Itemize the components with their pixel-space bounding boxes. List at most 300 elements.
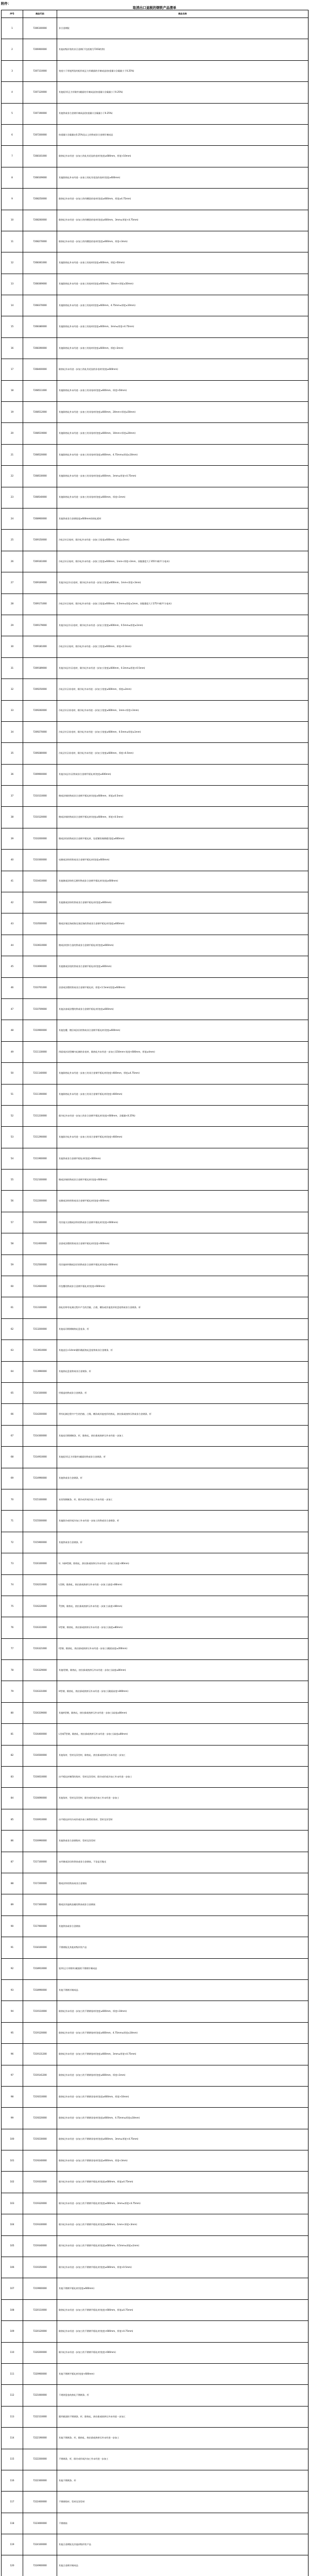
row-seq: 36: [2, 764, 23, 785]
row-code: 7219120000: [23, 2022, 57, 2043]
table-row: [2, 764, 308, 785]
table-row: [2, 1702, 308, 1723]
table-row: [2, 1020, 308, 1041]
row-name: 其他不锈钢平板轧材(宽度<600mm): [57, 2363, 308, 2384]
row-name: 其他铁或非合金钢平板轧材(宽度<600mm): [57, 1148, 308, 1169]
table-row: [2, 60, 308, 81]
table-row: [2, 1916, 308, 1937]
table-row: [2, 1212, 308, 1233]
row-seq: 49: [2, 1041, 23, 1062]
row-name: 不锈钢角材、型材及异型材: [57, 2492, 308, 2513]
row-seq: 23: [2, 487, 23, 508]
row-seq: 29: [2, 615, 23, 636]
row-seq: 42: [2, 892, 23, 913]
row-code: 7222110000: [23, 2406, 57, 2427]
row-name: 其他除热轧外未经进一步加工的卷材(宽度≥600mm，4.75mm≤厚度≤10mm): [57, 295, 308, 316]
row-code: 7217200000: [23, 1873, 57, 1894]
row-seq: 15: [2, 316, 23, 337]
row-seq: 66: [2, 1404, 23, 1425]
table-row: [2, 871, 308, 892]
row-seq: 70: [2, 1489, 23, 1510]
table-row: [2, 1937, 308, 1958]
row-seq: 28: [2, 594, 23, 615]
row-seq: 13: [2, 274, 23, 295]
table-row: [2, 572, 308, 594]
table-row: [2, 1361, 308, 1382]
row-name: 除热轧外未经进一步加工的经酸洗的卷材(宽度≥600mm，厚度≥4.75mm): [57, 189, 308, 210]
table-row: [2, 380, 308, 401]
row-name: 镀或涂铝锌合金的铁或非合金钢平板轧材(宽度≥600mm): [57, 935, 308, 956]
row-code: 7210900000: [23, 1020, 57, 1041]
table-row: [2, 998, 308, 1020]
row-seq: 53: [2, 1127, 23, 1148]
row-name: 其他合金钢半制成品: [57, 2555, 308, 2576]
table-row: [2, 1852, 308, 1873]
row-name: 其他易切削钢制热轧盘卷条、杆: [57, 1318, 308, 1340]
header-code: 商品代码: [23, 10, 57, 18]
row-code: 7208370000: [23, 295, 57, 316]
attachment-label: 附件：: [1, 2, 11, 6]
table-row: [2, 1660, 308, 1681]
table-row: [2, 18, 308, 39]
row-seq: 71: [2, 1511, 23, 1532]
row-code: 7217100000: [23, 1852, 57, 1873]
row-seq: 98: [2, 2086, 23, 2107]
row-name: 冷轧(冷压)非卷材，除冷轧外未经进一步加工(宽度≥600mm，厚度≥3mm): [57, 679, 308, 700]
row-code: 7215900000: [23, 1532, 57, 1553]
row-seq: 17: [2, 359, 23, 380]
row-code: 7222400000: [23, 2492, 57, 2513]
table-row: [2, 1425, 308, 1446]
row-seq: 7: [2, 146, 23, 167]
table-row: [2, 2278, 308, 2299]
row-code: 7209171000: [23, 594, 57, 615]
header-seq: 序号: [2, 10, 23, 18]
row-code: 7210110000: [23, 786, 57, 807]
row-code: 7213990000: [23, 1361, 57, 1382]
table-row: [2, 146, 308, 167]
row-name: 其他除冷成形或冷加工外未经进一步加工的铁或非合金钢条、杆: [57, 1511, 308, 1532]
row-code: 7211290000: [23, 1127, 57, 1148]
row-code: 7219320000: [23, 2193, 57, 2214]
row-name: 其他I型钢，除热轧、热拉拔或热挤压外未经进一步加工(高度≥80mm): [57, 1660, 308, 1681]
row-seq: 116: [2, 2470, 23, 2491]
table-row: [2, 913, 308, 935]
row-name: 冷轧(冷压)卷材，除冷轧外未经进一步加工(宽度≥600mm，厚度<0.3mm): [57, 636, 308, 657]
row-seq: 5: [2, 103, 23, 124]
row-name: 由平板轧材经冷成形或冷加工制得的角材、型材及异型材: [57, 1809, 308, 1830]
row-seq: 45: [2, 956, 23, 977]
row-seq: 81: [2, 1724, 23, 1745]
row-seq: 33: [2, 700, 23, 721]
row-seq: 104: [2, 2214, 23, 2235]
row-code: 7219141200: [23, 2065, 57, 2086]
table-row: [2, 1767, 308, 1788]
row-seq: 75: [2, 1596, 23, 1617]
table-row: [2, 828, 308, 849]
row-seq: 21: [2, 444, 23, 465]
row-seq: 46: [2, 977, 23, 998]
row-name: 不规则盘卷的热轧不锈钢条、杆: [57, 2385, 308, 2406]
table-row: [2, 508, 308, 529]
row-seq: 74: [2, 1574, 23, 1596]
row-name: 除热轧外未经进一步加工的不锈钢卷材(宽度≥600mm，厚度>10mm): [57, 2001, 308, 2022]
row-seq: 67: [2, 1425, 23, 1446]
table-row: [2, 2428, 308, 2449]
row-code: 7221000000: [23, 2385, 57, 2406]
row-name: 除冷轧外未经进一步加工的不锈钢平板轧材(宽度≥600mm，3mm≤厚度<4.75mm): [57, 2193, 308, 2214]
row-name: 其他矩形(正方形除外)截面的铁或非合金钢条、杆: [57, 1447, 308, 1468]
table-row: [2, 2342, 308, 2363]
row-code: 7208511000: [23, 380, 57, 401]
table-row: [2, 551, 308, 572]
row-code: 7216321000: [23, 1638, 57, 1659]
row-code: 7213200000: [23, 1318, 57, 1340]
table-row: [2, 231, 308, 252]
row-seq: 35: [2, 743, 23, 764]
row-name: 其他除热轧外未经进一步加工的轧有花纹的卷材(宽度≥600mm): [57, 167, 308, 188]
row-name: 镀或涂锡的铁或非合金钢平板轧材(宽度<600mm): [57, 1170, 308, 1191]
row-code: 7208519000: [23, 423, 57, 444]
row-seq: 110: [2, 2342, 23, 2363]
row-code: 7208530000: [23, 466, 57, 487]
row-name: 其他除热轧外未经进一步加工的非卷材(宽度≥600mm，20mm<厚度≤50mm): [57, 402, 308, 423]
row-name: 用其他材料镀或涂层的铁或非合金钢平板轧材(宽度<600mm): [57, 1255, 308, 1276]
table-row: [2, 466, 308, 487]
row-code: 7214200000: [23, 1404, 57, 1425]
table-row: [2, 274, 308, 295]
table-row: [2, 2492, 308, 2513]
row-code: 7207190000: [23, 103, 57, 124]
row-code: 7207120000: [23, 82, 57, 103]
row-seq: 92: [2, 1958, 23, 1979]
table-row: [2, 316, 308, 337]
row-seq: 27: [2, 572, 23, 594]
row-name: 其他角材、型材及异型材，除热轧、热拉拔或热挤压外未经进一步加工: [57, 1745, 308, 1766]
table-row: [2, 210, 308, 231]
row-name: 其他铁或非合金钢条、杆: [57, 1468, 308, 1489]
row-code: 7208260000: [23, 210, 57, 231]
table-row: [2, 1574, 308, 1596]
row-name: U、I或H型钢，除热轧、热拉拔或热挤压外未经进一步加工(高度<80mm): [57, 1553, 308, 1574]
row-code: 7206100000: [23, 18, 57, 39]
row-code: 7212500000: [23, 1255, 57, 1276]
row-name: 冷轧(冷压)卷材，除冷轧外未经进一步加工(宽度≥600mm，0.5mm≤厚度≤1mm，屈服强度大于275牛顿/平方毫米): [57, 594, 308, 615]
row-code: 7209181000: [23, 636, 57, 657]
table-row: [2, 1489, 308, 1510]
table-row: [2, 1724, 308, 1745]
row-seq: 20: [2, 423, 23, 444]
row-name: U型钢，除热轧、热拉拔或热挤压外未经进一步加工(高度≥80mm): [57, 1617, 308, 1638]
row-seq: 37: [2, 786, 23, 807]
row-code: 7208250000: [23, 189, 57, 210]
row-code: 7208900000: [23, 508, 57, 529]
row-name: 除热轧外未经进一步加工的不锈钢卷材(宽度≥600mm，厚度<3mm): [57, 2065, 308, 2086]
row-name: 其他除热轧外未经进一步加工的非合金钢平板轧材(宽度<600mm): [57, 1084, 308, 1105]
row-name: 其他包覆、镀层或涂层的铁或非合金钢平板轧材(宽度≥600mm): [57, 1020, 308, 1041]
row-code: 7206900000: [23, 39, 57, 60]
row-name: 按重量计含碳量在0.25%及以上的铁或非合金钢半制成品: [57, 124, 308, 145]
table-row: [2, 1979, 308, 2001]
row-seq: 76: [2, 1617, 23, 1638]
row-code: 7218100000: [23, 1937, 57, 1958]
row-name: 除热轧外未经进一步加工的经酸洗的卷材(宽度≥600mm，厚度<3mm): [57, 231, 308, 252]
row-seq: 58: [2, 1233, 23, 1255]
table-row: [2, 743, 308, 764]
table-row: [2, 530, 308, 551]
row-name: 其他除热轧外未经进一步加工的非卷材(宽度≥600mm，厚度>50mm): [57, 380, 308, 401]
row-seq: 12: [2, 252, 23, 274]
table-row: [2, 1340, 308, 1361]
row-name: 除冷轧外未经进一步加工的不锈钢平板轧材(宽度≥600mm，1mm<厚度<3mm): [57, 2214, 308, 2235]
row-seq: 41: [2, 871, 23, 892]
row-code: 7209270000: [23, 721, 57, 742]
row-name: 其他铁或非合金钢半制成品(按重量计含碳量小于0.25%): [57, 103, 308, 124]
row-name: 其他除热轧外未经进一步加工的非卷材(宽度≥600mm，10mm<厚度≤20mm): [57, 423, 308, 444]
row-seq: 105: [2, 2235, 23, 2257]
table-row: [2, 487, 308, 508]
row-seq: 117: [2, 2492, 23, 2513]
row-code: 7209260000: [23, 700, 57, 721]
row-name: 其他冷轧(冷压)卷材，除冷轧外未经进一步加工(宽度≥600mm，1mm<厚度<3mm): [57, 572, 308, 594]
row-name: 镀或涂铅的铁或非合金钢平板轧材，包括镀铅锡钢板(宽度≥600mm): [57, 828, 308, 849]
row-code: 7211140000: [23, 1063, 57, 1084]
row-code: 7209161000: [23, 551, 57, 572]
table-row: [2, 2555, 308, 2576]
row-name: 除热轧外未经进一步加工的不锈钢非卷材(宽度≥600mm，4.75mm≤厚度≤10mm): [57, 2108, 308, 2129]
table-row: [2, 1255, 308, 1276]
row-code: 7219230000: [23, 2129, 57, 2150]
row-name: 其他易切削钢制条、杆，除热轧、热拉拔或热挤压外未经进一步加工: [57, 1425, 308, 1446]
row-code: 7217900000: [23, 1916, 57, 1937]
row-seq: 34: [2, 721, 23, 742]
row-seq: 84: [2, 1788, 23, 1809]
row-name: 除热轧外未经进一步加工的轧有花纹的非卷材(宽度≥600mm): [57, 359, 308, 380]
table-row: [2, 359, 308, 380]
row-code: 7212100000: [23, 1170, 57, 1191]
row-code: 7209900000: [23, 764, 57, 785]
row-seq: 80: [2, 1702, 23, 1723]
row-seq: 10: [2, 210, 23, 231]
table-row: [2, 295, 308, 316]
row-code: 7208361000: [23, 252, 57, 274]
row-name: 其他镀或涂铝的铁或非合金钢平板轧材(宽度≥600mm): [57, 956, 308, 977]
row-seq: 96: [2, 2044, 23, 2065]
row-name: 镀或涂锡的铁或非合金钢平板轧材(宽度≥600mm，厚度≥0.5mm): [57, 786, 308, 807]
row-code: 7210490000: [23, 892, 57, 913]
row-name: 其他除热轧外未经进一步加工的非合金钢平板轧材(宽度<600mm，厚度≥4.75mm): [57, 1063, 308, 1084]
row-code: 7216690000: [23, 1788, 57, 1809]
row-code: 7216100000: [23, 1553, 57, 1574]
row-code: 7216400000: [23, 1724, 57, 1745]
row-code: 7209280000: [23, 743, 57, 764]
page-title: 取消出口退税的钢铁产品清单: [132, 6, 177, 10]
row-name: 其他镀或涂锌的铁或非合金钢平板轧材(宽度≥600mm): [57, 892, 308, 913]
row-seq: 32: [2, 679, 23, 700]
table-row: [2, 2406, 308, 2427]
row-seq: 103: [2, 2193, 23, 2214]
row-seq: 6: [2, 124, 23, 145]
row-seq: 2: [2, 39, 23, 60]
row-name: 其他铁丝或非合金钢丝: [57, 1916, 308, 1937]
table-header-row: [2, 10, 308, 18]
row-code: 7208540000: [23, 487, 57, 508]
row-seq: 43: [2, 913, 23, 935]
table-row: [2, 1105, 308, 1126]
row-code: 7212400000: [23, 1233, 57, 1255]
row-name: 其他除热轧外未经进一步加工的卷材(宽度≥600mm，厚度>50mm): [57, 252, 308, 274]
row-name: 其他不锈钢条、杆: [57, 2470, 308, 2491]
row-name: 圆形截面的不锈钢条、杆，除热轧、热拉拔或热挤压外未经进一步加工: [57, 2406, 308, 2427]
row-name: 宽度小于厚度两倍的矩形或正方形截面的半制成品(按重量计含碳量小于0.25%): [57, 60, 308, 81]
row-code: 7208520000: [23, 444, 57, 465]
row-seq: 59: [2, 1255, 23, 1276]
table-row: [2, 2214, 308, 2235]
row-seq: 55: [2, 1170, 23, 1191]
row-name: 除热轧外未经进一步加工的不锈钢非卷材(宽度≥600mm，3mm≤厚度<4.75mm): [57, 2129, 308, 2150]
row-seq: 91: [2, 1937, 23, 1958]
row-code: 7216331000: [23, 1681, 57, 1702]
row-seq: 11: [2, 231, 23, 252]
row-seq: 40: [2, 850, 23, 871]
row-code: 7213910000: [23, 1340, 57, 1361]
row-code: 7214990000: [23, 1468, 57, 1489]
table-row: [2, 2022, 308, 2043]
row-code: 7208270000: [23, 231, 57, 252]
table-row: [2, 2193, 308, 2214]
table-row: [2, 1596, 308, 1617]
table-row: [2, 2129, 308, 2150]
row-seq: 19: [2, 402, 23, 423]
row-code: 7219220000: [23, 2108, 57, 2129]
row-seq: 22: [2, 466, 23, 487]
table-row: [2, 1553, 308, 1574]
row-seq: 52: [2, 1105, 23, 1126]
row-code: 7218910000: [23, 1958, 57, 1979]
row-code: 7211230000: [23, 1105, 57, 1126]
row-name: 其他初级形状的非合金钢(不包括税号7203的铁): [57, 39, 308, 60]
row-code: 7216329000: [23, 1660, 57, 1681]
row-code: 7211900000: [23, 1148, 57, 1169]
row-name: 除冷轧外未经进一步加工的不锈钢平板轧材(宽度<600mm): [57, 2342, 308, 2363]
row-code: 7210300000: [23, 850, 57, 871]
table-row: [2, 2150, 308, 2172]
row-name: 未经镀或涂层的铁丝或非合金钢丝，不论是否抛光: [57, 1852, 308, 1873]
table-row: [2, 2385, 308, 2406]
table-row: [2, 1127, 308, 1148]
table-row: [2, 2470, 308, 2491]
row-name: 其他镀或涂锌的瓦楞形铁或非合金钢平板轧材(宽度≥600mm): [57, 871, 308, 892]
table-row: [2, 2299, 308, 2320]
row-code: 7212300000: [23, 1212, 57, 1233]
table-row: [2, 1148, 308, 1169]
row-seq: 94: [2, 2001, 23, 2022]
row-name: 由平板轧材制得的角材、型材及异型材，除冷成形或冷加工外未经进一步加工: [57, 1767, 308, 1788]
row-seq: 54: [2, 1148, 23, 1169]
table-row: [2, 721, 308, 742]
row-name: 冷轧(冷压)非卷材，除冷轧外未经进一步加工(宽度≥600mm，厚度<0.5mm): [57, 743, 308, 764]
row-name: 其他不锈钢条、杆，除热轧、热拉拔或热挤压外未经进一步加工: [57, 2428, 308, 2449]
row-name: 除冷轧外未经进一步加工的不锈钢平板轧材(宽度≥600mm，厚度≥4.75mm): [57, 2172, 308, 2193]
table-row: [2, 786, 308, 807]
row-name: 不锈钢丝: [57, 2513, 308, 2534]
row-code: 7219110000: [23, 2001, 57, 2022]
row-code: 7210709000: [23, 998, 57, 1020]
row-seq: 100: [2, 2129, 23, 2150]
row-seq: 57: [2, 1212, 23, 1233]
table-row: [2, 1233, 308, 1255]
row-seq: 90: [2, 1916, 23, 1937]
row-name: 镀或涂其他贱金属的铁丝或非合金钢丝: [57, 1894, 308, 1916]
row-name: L型钢，除热轧、热拉拔或热挤压外未经进一步加工(高度<80mm): [57, 1574, 308, 1596]
row-seq: 87: [2, 1852, 23, 1873]
row-code: 7214300000: [23, 1425, 57, 1446]
row-seq: 112: [2, 2385, 23, 2406]
table-row: [2, 2001, 308, 2022]
table-row: [2, 935, 308, 956]
row-seq: 108: [2, 2299, 23, 2320]
row-name: 经锻造的铁或非合金钢条、杆: [57, 1383, 308, 1404]
table-row: [2, 167, 308, 188]
row-seq: 82: [2, 1745, 23, 1766]
row-code: 7220200000: [23, 2342, 57, 2363]
row-name: 冷轧(冷压)非卷材，除冷轧外未经进一步加工(宽度≥600mm，0.5mm≤厚度≤1mm): [57, 721, 308, 742]
table-row: [2, 2363, 308, 2384]
table-row: [2, 1638, 308, 1659]
row-name: 其他涂漆或涂塑的铁或非合金钢平板轧材(宽度≥600mm): [57, 998, 308, 1020]
table-row: [2, 39, 308, 60]
row-name: 其他冷轧(冷压)铁或非合金钢平板轧材(宽度≥600mm): [57, 764, 308, 785]
row-name: 其他除热轧外未经进一步加工的卷材(宽度≥600mm，10mm<厚度≤50mm): [57, 274, 308, 295]
row-name: 除热轧外未经进一步加工的不锈钢非卷材(宽度≥600mm，厚度>10mm): [57, 2086, 308, 2107]
row-code: 7219330000: [23, 2214, 57, 2235]
row-seq: 14: [2, 295, 23, 316]
row-name: 涂漆或涂塑的铁或非合金钢平板轧材(宽度<600mm): [57, 1233, 308, 1255]
row-name: 四面或封闭型槽内轧制的非卷材，除热轧外未经进一步加工(150mm<宽度<600mm，厚度≥4mm): [57, 1041, 308, 1062]
row-seq: 89: [2, 1894, 23, 1916]
row-code: 7219340000: [23, 2235, 57, 2257]
row-name: 除热轧外未经进一步加工的不锈钢非卷材(宽度≥600mm，厚度<3mm): [57, 2150, 308, 2172]
row-name: 电镀或涂锌的铁或非合金钢平板轧材(宽度<600mm): [57, 1191, 308, 1212]
row-name: L型或T型钢，除热轧、热拉拔或热挤压外未经进一步加工(高度≥80mm): [57, 1724, 308, 1745]
row-name: 其他铁或非合金钢条、杆: [57, 1532, 308, 1553]
table-row: [2, 252, 308, 274]
table-row: [2, 1041, 308, 1062]
row-seq: 109: [2, 2321, 23, 2342]
row-name: 其他直径<14mm圆形截面热轧盘卷铁或非合金钢条、杆: [57, 1340, 308, 1361]
table-row: [2, 1532, 308, 1553]
table-row: [2, 2172, 308, 2193]
row-seq: 4: [2, 82, 23, 103]
row-code: 7208512000: [23, 402, 57, 423]
row-seq: 61: [2, 1297, 23, 1318]
row-seq: 114: [2, 2428, 23, 2449]
row-seq: 60: [2, 1276, 23, 1297]
row-name: 冷轧(冷压)非卷材，除冷轧外未经进一步加工(宽度≥600mm，1mm<厚度<3mm): [57, 700, 308, 721]
row-code: 7207200000: [23, 124, 57, 145]
table-row: [2, 1873, 308, 1894]
row-seq: 26: [2, 551, 23, 572]
table-row: [2, 1958, 308, 1979]
row-code: 7219210000: [23, 2086, 57, 2107]
row-name: 除冷轧外未经进一步加工的不锈钢平板轧材(宽度≥600mm，厚度<0.5mm): [57, 2257, 308, 2278]
row-name: 其他除热轧外未经进一步加工的非卷材(宽度≥600mm，厚度<3mm): [57, 487, 308, 508]
row-name: 不锈钢条、杆，除冷成形或冷加工外未经进一步加工: [57, 2449, 308, 2470]
row-code: 7219310000: [23, 2172, 57, 2193]
table-row: [2, 636, 308, 657]
row-seq: 111: [2, 2363, 23, 2384]
table-row: [2, 189, 308, 210]
